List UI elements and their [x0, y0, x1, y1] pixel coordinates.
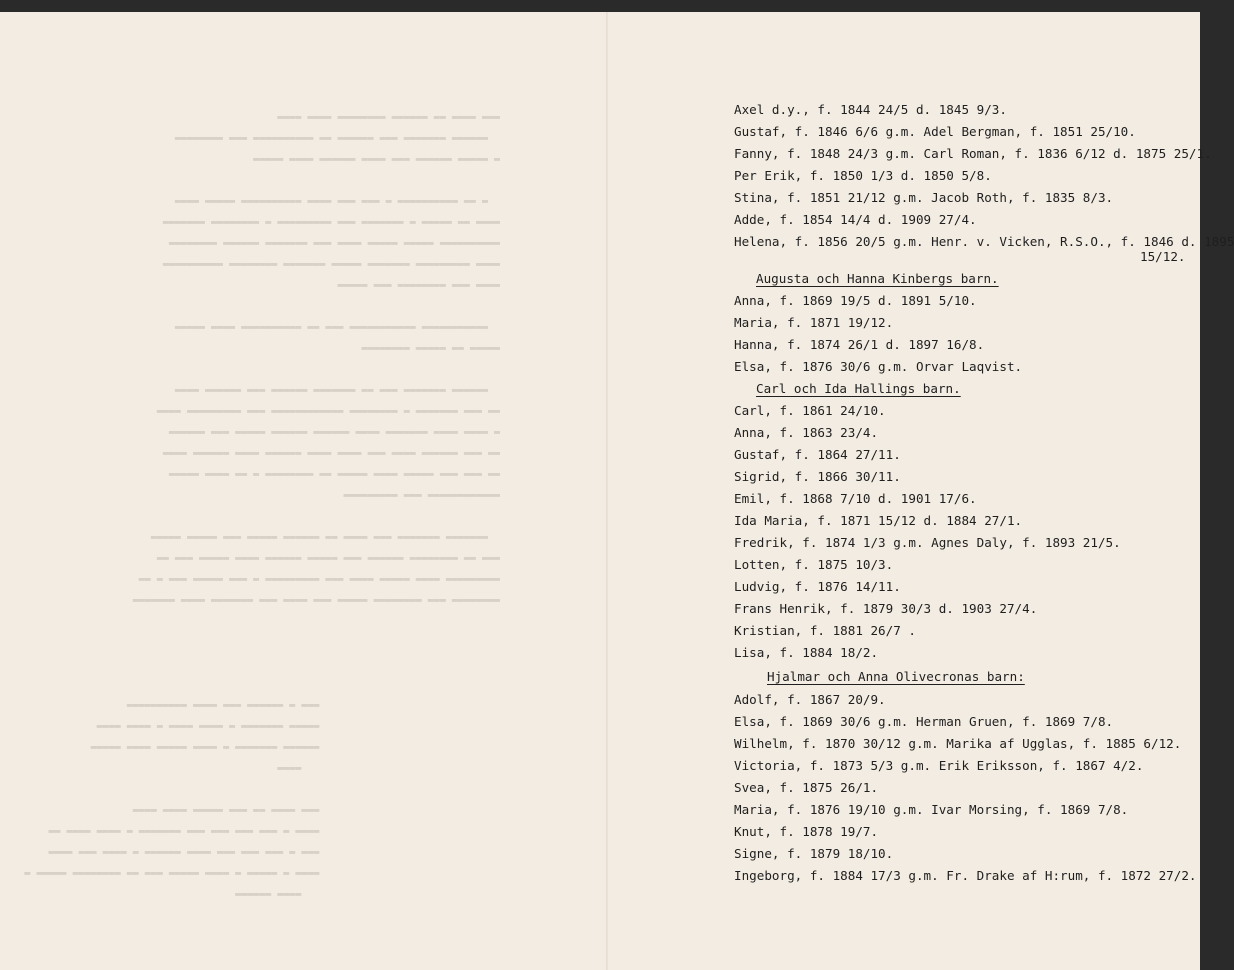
entry-line: Emil, f. 1868 7/10 d. 1901 17/6.: [734, 491, 977, 506]
entry-line: Adde, f. 1854 14/4 d. 1909 27/4.: [734, 212, 977, 227]
entry-line: Kristian, f. 1881 26/7 .: [734, 623, 916, 638]
entry-line: Ida Maria, f. 1871 15/12 d. 1884 27/1.: [734, 513, 1023, 528]
entry-line: Frans Henrik, f. 1879 30/3 d. 1903 27/4.: [734, 601, 1038, 616]
entry-line: Sigrid, f. 1866 30/11.: [734, 469, 901, 484]
entry-line: Axel d.y., f. 1844 24/5 d. 1845 9/3.: [734, 102, 1007, 117]
entry-line: Anna, f. 1863 23/4.: [734, 425, 879, 440]
page-fold: [606, 12, 608, 970]
entry-line: Helena, f. 1856 20/5 g.m. Henr. v. Vicken, R.S.O., f. 1846 d. 1895: [734, 234, 1234, 249]
entry-line: Stina, f. 1851 21/12 g.m. Jacob Roth, f. 1835 8/3.: [734, 190, 1114, 205]
entry-line: Knut, f. 1878 19/7.: [734, 824, 879, 839]
entry-line: Ludvig, f. 1876 14/11.: [734, 579, 901, 594]
section-heading: Hjalmar och Anna Olivecronas barn:: [767, 669, 1025, 684]
entry-line-continuation: 15/12.: [1140, 249, 1186, 264]
entry-line: Carl, f. 1861 24/10.: [734, 403, 886, 418]
entry-line: Lisa, f. 1884 18/2.: [734, 645, 879, 660]
entry-line: Fanny, f. 1848 24/3 g.m. Carl Roman, f. 1836 6/12 d. 1875 25/1.: [734, 146, 1212, 161]
entry-line: Hanna, f. 1874 26/1 d. 1897 16/8.: [734, 337, 985, 352]
entry-line: Elsa, f. 1869 30/6 g.m. Herman Gruen, f. 1869 7/8.: [734, 714, 1114, 729]
show-through-text: ▬▬▬ ▬▬▬▬ ▬▬ ▬▬▬▬▬▬ ▬▬▬▬▬▬▬▬ ▬▬▬▬ ▬▬▬▬ ▬▬▬▬▬▬ ▬▬▬▬▬▬▬ ▬▬▬ ▬▬▬▬▬▬ ▬▬ ▬▬▬▬▬▬▬▬▬▬ ▬▬▬ ▬▬▬▬▬▬▬▬ ▬ ▬▬▬▬▬ ▬▬▬▬▬▬ ▬▬▬ ▬▬▬▬ ▬▬▬▬▬▬ ▬▬▬▬ ▬▬▬▬▬ ▬ ▬▬ ▬▬▬▬▬▬▬▬▬▬ ▬ ▬▬▬ ▬▬▬ ▬▬▬▬ ▬▬▬▬▬▬▬▬▬▬ ▬▬▬▬▬ ▬▬▬▬ ▬▬▬▬ ▬▬ ▬▬▬▬▬ ▬ ▬▬▬▬▬▬▬ ▬▬▬ ▬▬▬▬▬▬▬▬▬ ▬ ▬▬▬▬▬▬▬▬ ▬▬▬▬▬▬▬ ▬▬▬▬▬▬▬▬▬▬ ▬▬▬▬▬ ▬▬▬▬▬ ▬▬▬▬ ▬▬▬ ▬▬▬▬▬▬▬ ▬▬▬▬▬▬ ▬▬▬▬▬▬▬▬ ▬▬▬▬ ▬▬▬▬▬▬▬▬▬ ▬▬▬▬▬▬▬ ▬▬▬▬▬ ▬▬▬▬▬▬▬ ▬▬▬▬▬▬▬▬ ▬▬▬▬▬▬▬▬▬▬ ▬▬▬▬ ▬▬▬ ▬▬▬▬▬▬▬▬ ▬▬▬ ▬▬▬▬▬ ▬▬▬▬▬▬▬▬▬▬▬ ▬▬▬▬▬▬▬▬▬▬▬ ▬▬▬ ▬▬ ▬▬▬▬▬▬▬▬▬▬ ▬▬▬▬ ▬▬▬▬▬ ▬▬▬▬▬ ▬▬ ▬▬▬▬▬ ▬▬▬▬▬▬▬▬ ▬▬▬▬▬▬ ▬▬▬▬▬▬▬ ▬▬▬ ▬▬ ▬▬▬▬▬▬▬ ▬▬▬▬▬▬ ▬▬▬ ▬▬▬▬▬▬ ▬▬▬▬ ▬▬ ▬▬▬ ▬▬▬▬▬▬▬ ▬ ▬▬▬▬▬▬▬▬ ▬▬▬▬▬▬▬▬▬▬▬▬ ▬▬▬ ▬▬▬▬▬▬▬▬▬ ▬▬▬▬ ▬ ▬▬▬▬ ▬▬▬▬ ▬▬▬▬▬▬▬ ▬▬▬▬ ▬▬▬▬▬▬ ▬▬▬▬▬▬ ▬▬▬▬▬ ▬▬▬ ▬▬▬▬▬▬ ▬▬ ▬▬▬ ▬▬▬▬▬▬ ▬▬▬▬ ▬▬▬ ▬▬▬▬ ▬▬▬▬ ▬▬▬▬▬▬ ▬▬▬▬ ▬▬▬▬▬▬ ▬▬▬▬ ▬▬ ▬▬▬ ▬▬▬ ▬▬▬▬▬ ▬▬▬▬ ▬▬▬▬▬ ▬▬ ▬▬▬▬▬▬▬▬ ▬ ▬▬ ▬▬▬▬ ▬▬▬▬▬ ▬▬▬▬▬▬▬▬▬▬▬▬ ▬▬▬ ▬▬▬▬▬▬▬▬▬ ▬▬▬▬▬▬▬ ▬▬▬▬▬▬▬ ▬▬▬ ▬▬▬▬ ▬▬ ▬▬▬▬▬▬ ▬▬▬▬▬ ▬▬▬ ▬▬▬▬▬ ▬▬▬▬▬ ▬▬▬ ▬▬ ▬▬▬▬▬▬▬▬ ▬▬▬▬▬▬ ▬▬▬ ▬▬▬▬▬ ▬▬▬▬▬▬ ▬▬▬▬ ▬▬▬▬▬ ▬▬▬ ▬▬ ▬▬▬▬▬▬▬▬▬ ▬▬▬▬ ▬▬▬▬▬ ▬▬▬▬ ▬▬▬ ▬▬▬▬▬▬▬▬▬ ▬ ▬▬▬ ▬▬▬▬▬ ▬▬▬ ▬ ▬▬ ▬▬▬▬▬▬▬▬ ▬▬▬ ▬▬▬▬▬▬▬▬ ▬▬▬▬▬ ▬▬▬ ▬▬▬▬ ▬▬▬ ▬▬▬▬▬▬▬ ▬▬▬▬ ▬▬▬▬▬▬▬ ▬▬▬ ▬ ▬▬▬▬▬▬ ▬▬▬ ▬▬▬▬ ▬▬▬▬▬▬▬▬▬▬ ▬▬▬▬▬ ▬▬▬▬▬▬▬ ▬ ▬▬▬▬ ▬▬▬▬ ▬ ▬▬▬▬ ▬▬▬▬ ▬▬▬▬▬▬ ▬▬▬▬▬▬▬ ▬ ▬▬▬▬ ▬▬▬▬▬ ▬▬▬▬ ▬▬▬▬▬ ▬▬▬▬ ▬▬▬ ▬▬▬▬ ▬▬ ▬▬▬ ▬▬▬▬▬ ▬▬▬▬ ▬▬▬▬ ▬▬▬▬ ▬ ▬▬▬ ▬▬▬ ▬▬▬ ▬▬▬ ▬▬▬▬▬▬▬ ▬ ▬▬▬▬ ▬▬▬▬ ▬▬ ▬▬▬ ▬ ▬▬▬ ▬▬▬ ▬▬▬ ▬▬▬▬ ▬▬▬▬▬▬ ▬ ▬▬▬▬ ▬▬▬ ▬▬▬▬ ▬▬▬▬ ▬ ▬▬▬▬▬ ▬ ▬▬▬▬ ▬▬▬▬▬ ▬▬▬ ▬▬ ▬▬▬▬▬▬▬▬ ▬▬▬▬▬ ▬ ▬▬▬▬ ▬▬▬▬▬▬: [24, 112, 500, 900]
entry-line: Maria, f. 1871 19/12.: [734, 315, 894, 330]
entry-line: Lotten, f. 1875 10/3.: [734, 557, 894, 572]
entry-line: Gustaf, f. 1846 6/6 g.m. Adel Bergman, f. 1851 25/10.: [734, 124, 1136, 139]
entry-line: Svea, f. 1875 26/1.: [734, 780, 879, 795]
entry-line: Adolf, f. 1867 20/9.: [734, 692, 886, 707]
entry-line: Ingeborg, f. 1884 17/3 g.m. Fr. Drake af H:rum, f. 1872 27/2.: [734, 868, 1197, 883]
entry-line: Gustaf, f. 1864 27/11.: [734, 447, 901, 462]
entry-line: Victoria, f. 1873 5/3 g.m. Erik Eriksson, f. 1867 4/2.: [734, 758, 1144, 773]
entry-line: Anna, f. 1869 19/5 d. 1891 5/10.: [734, 293, 977, 308]
entry-line: Fredrik, f. 1874 1/3 g.m. Agnes Daly, f. 1893 21/5.: [734, 535, 1121, 550]
section-heading: Augusta och Hanna Kinbergs barn.: [756, 271, 999, 286]
entry-line: Signe, f. 1879 18/10.: [734, 846, 894, 861]
entry-line: Per Erik, f. 1850 1/3 d. 1850 5/8.: [734, 168, 992, 183]
section-heading: Carl och Ida Hallings barn.: [756, 381, 961, 396]
entry-line: Elsa, f. 1876 30/6 g.m. Orvar Laqvist.: [734, 359, 1023, 374]
entry-line: Wilhelm, f. 1870 30/12 g.m. Marika af Ugglas, f. 1885 6/12.: [734, 736, 1182, 751]
entry-line: Maria, f. 1876 19/10 g.m. Ivar Morsing, f. 1869 7/8.: [734, 802, 1129, 817]
document-spread: [0, 12, 1234, 970]
